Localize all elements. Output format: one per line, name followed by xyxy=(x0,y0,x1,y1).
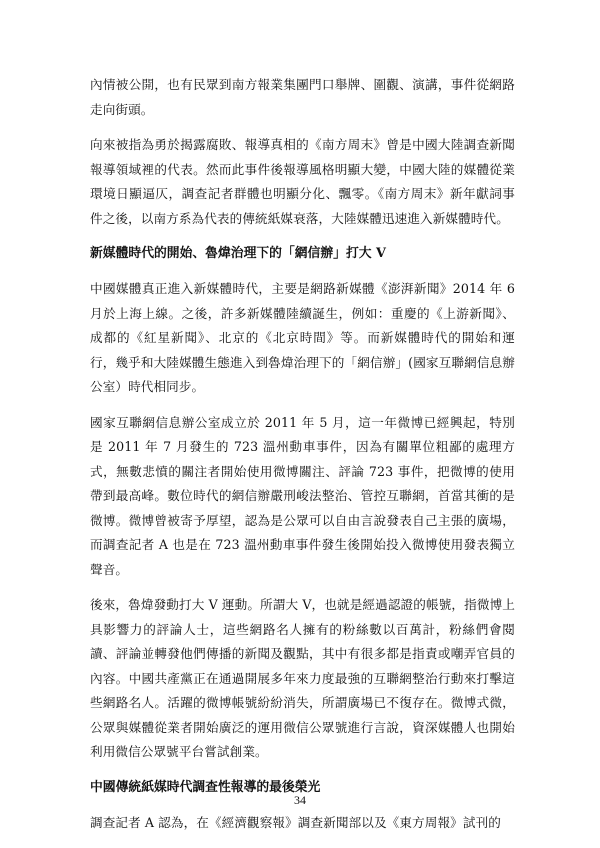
paragraph: 中國媒體真正進入新媒體時代，主要是網路新媒體《澎湃新聞》2014 年 6 月於上海上線。之後，許多新媒體陸續誕生，例如：重慶的《上游新聞》、成都的《紅星新聞》、北京的《北京時間》等。而新媒體時代的開始和運行，幾乎和大陸媒體生態進入到魯煒治理下的「網信辦」(國家互聯網信息辦公室）時代相同步。 xyxy=(90,281,515,394)
paragraph: 後來，魯煒發動打大 V 運動。所謂大 V，也就是經過認證的帳號，指微博上具影響力的評論人士，這些網路名人擁有的粉絲數以百萬計，粉絲們會閱讀、評論並轉發他們傳播的新聞及觀點，其中有很多都是指責或嘲弄官員的內容。中國共產黨正在通過開展多年來力度最強的互聯網整治行動來打擊這些網路名人。活躍的微博帳號紛紛消失，所謂廣場已不復存在。微博式微，公眾與媒體從業者開始廣泛的運用微信公眾號進行言說，資深媒體人也開始利用微信公眾號平台嘗試創業。 xyxy=(90,597,515,759)
section-heading: 中國傳統紙媒時代調查性報導的最後榮光 xyxy=(90,779,321,795)
paragraph: 向來被指為勇於揭露腐敗、報導真相的《南方周末》曾是中國大陸調查新聞報導領域裡的代表。然而此事件後報導風格明顯大變，中國大陸的媒體從業環境日顯逼仄，調查記者群體也明顯分化、飄零。《南方周末》新年獻詞事件之後，以南方系為代表的傳統紙媒衰落，大陸媒體迅速進入新媒體時代。 xyxy=(90,137,515,226)
paragraph: 調查記者 A 認為，在《經濟觀察報》調查新聞部以及《東方周報》試刊的 xyxy=(90,814,501,830)
section-heading: 新媒體時代的開始、魯煒治理下的「網信辦」打大 V xyxy=(90,246,386,261)
paragraph: 國家互聯網信息辦公室成立於 2011 年 5 月，這一年微博已經興起，特別是 2011 年 7 月發生的 723 溫州動車事件，因為有關單位粗鄙的處理方式，無數悲憤的關注者開始使用微博關注、評論 723 事件，把微博的使用帶到最高峰。數位時代的網信辦嚴刑峻法整治、管控互聯網，首當其衝的是微博。微博曾被寄予厚望，認為是公眾可以自由言說發表自己主張的廣場，而調查記者 A 也是在 723 溫州動車事件發生後開始投入微博使用發表獨立聲音。 xyxy=(90,414,515,577)
page-body xyxy=(90,73,515,835)
page-number: 34 xyxy=(294,793,306,807)
paragraph: 內情被公開，也有民眾到南方報業集團門口舉牌、圍觀、演講，事件從網路走向街頭。 xyxy=(90,77,515,117)
